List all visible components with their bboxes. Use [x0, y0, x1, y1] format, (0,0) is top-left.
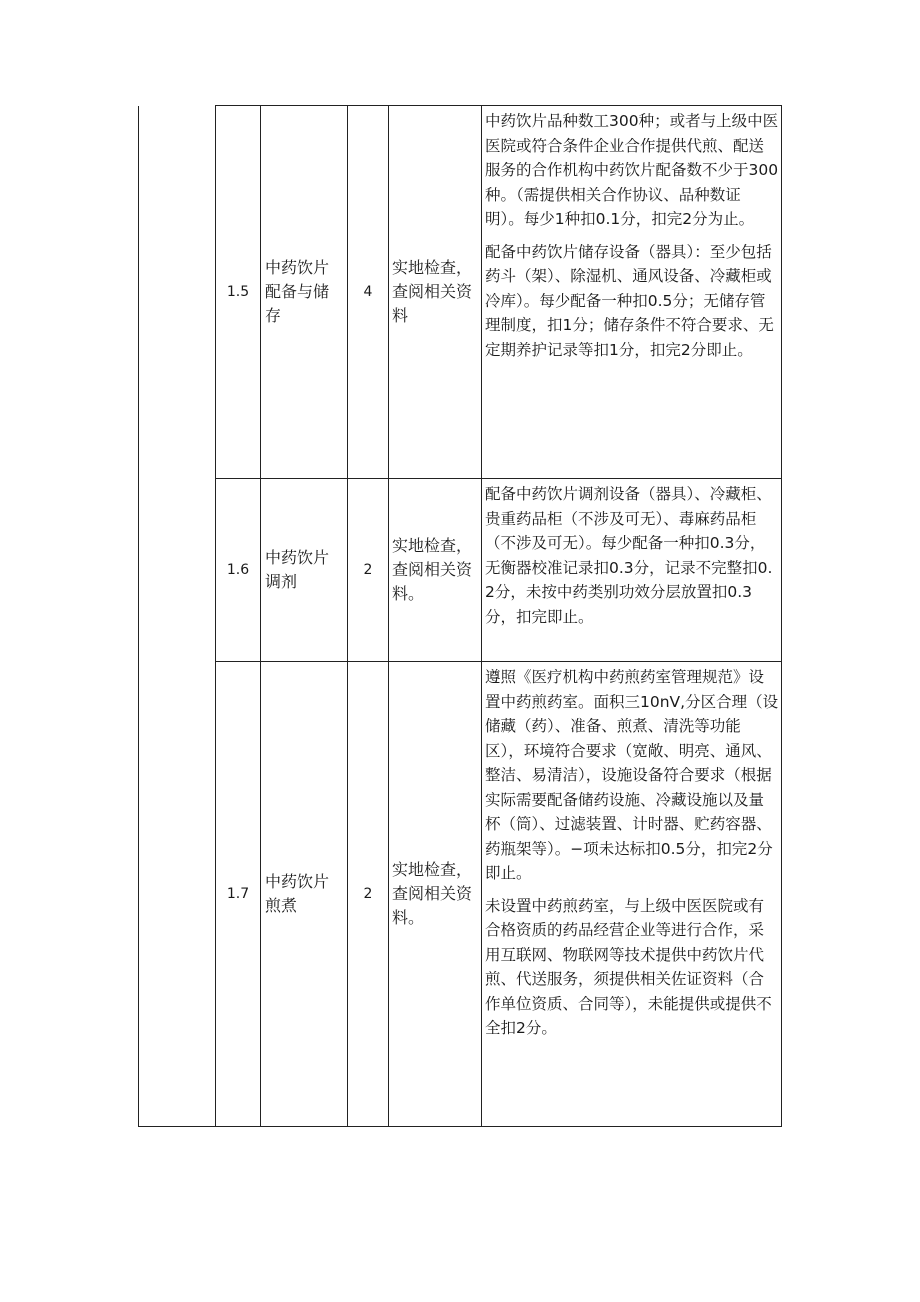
table-row: [139, 662, 782, 1127]
check-method: 实地检查，查阅相关资料: [389, 106, 482, 479]
check-method: 实地检查，查阅相关资料。: [389, 662, 482, 1127]
requirement-text: 遵照《医疗机构中药煎药室管理规范》设置中药煎药室。面积三10nV,分区合理（设储藏（药）、准备、煎煮、清洗等功能区），环境符合要求（宽敞、明亮、通风、整洁、易清洁），设施设备符合要求（根据实际需要配备储药设施、冷藏设施以及量杯（筒）、过滤装置、计时器、贮药容器、药瓶架等）。−项未达标扣0.5分，扣完2分即止。: [485, 668, 779, 882]
requirement-text: 未设置中药煎药室，与上级中医医院或有合格资质的药品经营企业等进行合作，采用互联网、物联网等技术提供中药饮片代煎、代送服务，须提供相关佐证资料（合作单位资质、合同等），未能提供或提供不全扣2分。: [485, 896, 772, 1037]
evaluation-table: [138, 105, 782, 1127]
table-row: [139, 106, 782, 479]
table-row: [139, 479, 782, 662]
requirement-cell: [482, 662, 782, 1127]
item-id: 1.5: [216, 106, 261, 479]
item-score: 4: [348, 106, 389, 479]
item-name: 中药饮片煎煮: [261, 662, 348, 1127]
item-id: 1.6: [216, 479, 261, 662]
item-id: 1.7: [216, 662, 261, 1127]
requirement-cell: [482, 106, 782, 479]
requirement-text: 中药饮片品种数工300种；或者与上级中医医院或符合条件企业合作提供代煎、配送服务的合作机构中药饮片配备数不少于300种。（需提供相关合作协议、品种数证明）。每少1种扣0.1分，扣完2分为止。: [485, 112, 779, 228]
requirement-text: 配备中药饮片调剂设备（器具）、冷藏柜、贵重药品柜（不涉及可无）、毒麻药品柜（不涉及可无）。每少配备一种扣0.3分，无衡器校准记录扣0.3分，记录不完整扣0.2分，未按中药类别功效分层放置扣0.3分，扣完即止。: [485, 485, 773, 626]
item-score: 2: [348, 479, 389, 662]
category-cell: [139, 106, 216, 1127]
requirement-cell: [482, 479, 782, 662]
item-name: 中药饮片调剂: [261, 479, 348, 662]
check-method: 实地检查，查阅相关资料。: [389, 479, 482, 662]
item-score: 2: [348, 662, 389, 1127]
item-name: 中药饮片配备与储存: [261, 106, 348, 479]
requirement-text: 配备中药饮片储存设备（器具）：至少包括药斗（架）、除湿机、通风设备、冷藏柜或冷库）。每少配备一种扣0.5分；无储存管理制度，扣1分；储存条件不符合要求、无定期养护记录等扣1分，扣完2分即止。: [485, 242, 774, 359]
